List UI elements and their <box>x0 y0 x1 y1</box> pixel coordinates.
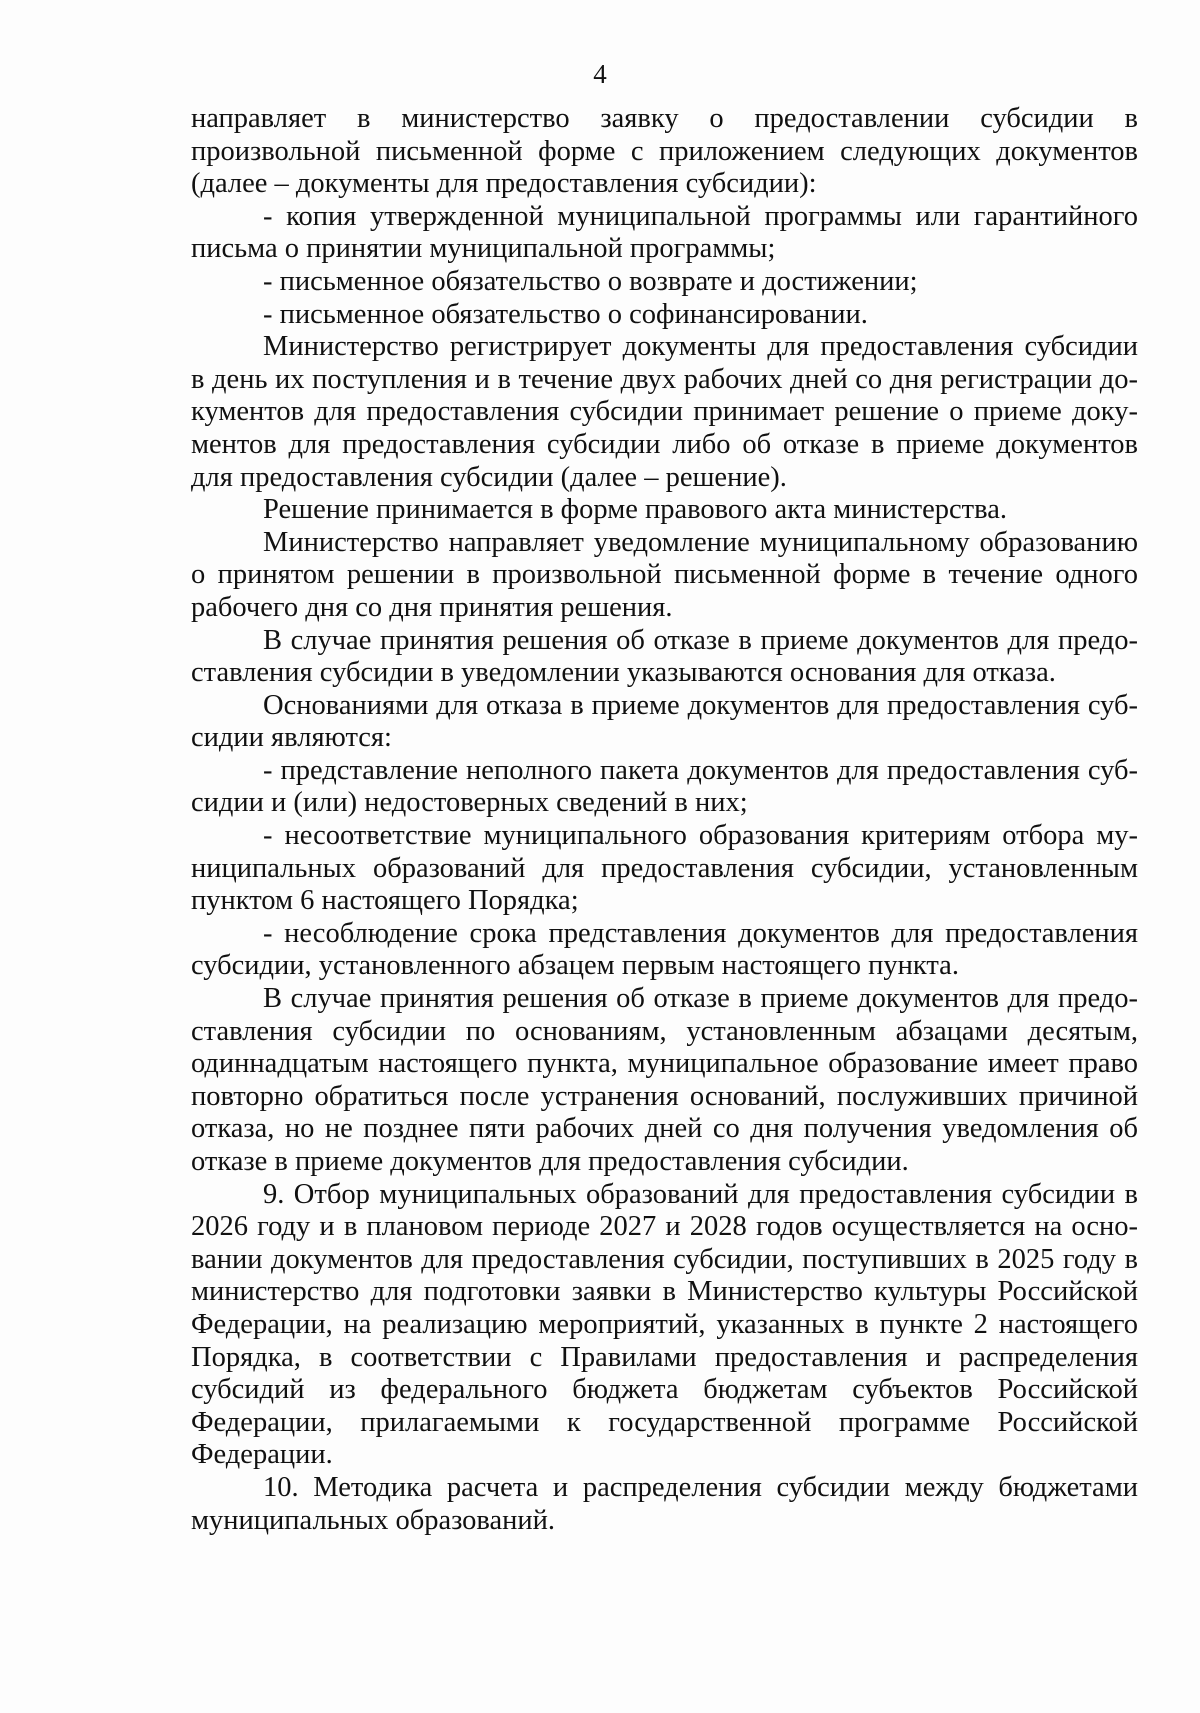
list-item-cofinancing-obligation: - письменное обязательство о софинансировании. <box>263 298 868 330</box>
paragraph-refusal-grounds-notice: В случае принятия решения об отказе в приеме документов для предоставления субсидии в уведомлении указываются основания для отказа. <box>191 624 1138 689</box>
paragraph-resubmission: В случае принятия решения об отказе в приеме документов для предоставления субсидии по основаниям, установленным абзацами десятым, одиннадцатым настоящего пункта, муниципальное образование имеет право повторно обратиться после устранения оснований, послуживших причиной отказа, но не позднее пяти рабочих дней со дня получения уведомления об отказе в приеме документов для предоставления субсидии. <box>191 983 1138 1177</box>
list-item-return-obligation: - письменное обязательство о возврате и достижении; <box>263 265 918 297</box>
list-item-criteria-mismatch: - несоответствие муниципального образования критериям отбора муниципальных образований для предоставления субсидии, установленным пунктом 6 настоящего Порядка; <box>191 820 1138 917</box>
paragraph-decision-form: Решение принимается в форме правового акта министерства. <box>263 494 1007 526</box>
list-item-incomplete-package: - представление неполного пакета документов для предоставления субсидии и (или) недостоверных сведений в них; <box>191 754 1138 819</box>
paragraph-refusal-grounds-heading: Основаниями для отказа в приеме документов для предоставления субсидии являются: <box>191 689 1138 754</box>
list-item-program-copy: - копия утвержденной муниципальной программы или гарантийного письма о принятии муниципальной программы; <box>191 200 1138 265</box>
paragraph-notification: Министерство направляет уведомление муниципальному образованию о принятом решении в произвольной письменной форме в течение одного рабочего дня со дня принятия решения. <box>191 526 1138 623</box>
paragraph-registration: Министерство регистрирует документы для предоставления субсидии в день их поступления и в течение двух рабочих дней со дня регистрации документов для предоставления субсидии принимает решение о приеме документов для предоставления субсидии либо об отказе в приеме документов для предоставления субсидии (далее – решение). <box>191 331 1138 493</box>
paragraph-application-intro: направляет в министерство заявку о предоставлении субсидии в произвольной письменной форме с приложением следующих документов (далее – документы для предоставления субсидии): <box>191 103 1138 200</box>
document-body <box>191 103 1138 1537</box>
list-item-deadline-violation: - несоблюдение срока представления документов для предоставления субсидии, установленного абзацем первым настоящего пункта. <box>191 917 1138 982</box>
paragraph-section-10: 10. Методика расчета и распределения субсидии между бюджетами муниципальных образований. <box>191 1471 1138 1536</box>
page-number: 4 <box>593 59 607 89</box>
paragraph-section-9: 9. Отбор муниципальных образований для предоставления субсидии в 2026 году и в плановом периоде 2027 и 2028 годов осуществляется на основании документов для предоставления субсидии, поступивших в 2025 году в министерство для подготовки заявки в Министерство культуры Российской Федерации, на реализацию мероприятий, указанных в пункте 2 настоящего Порядка, в соответствии с Правилами предоставления и распределения субсидий из федерального бюджета бюджетам субъектов Российской Федерации, прилагаемыми к государственной программе Российской Федерации. <box>191 1178 1138 1471</box>
